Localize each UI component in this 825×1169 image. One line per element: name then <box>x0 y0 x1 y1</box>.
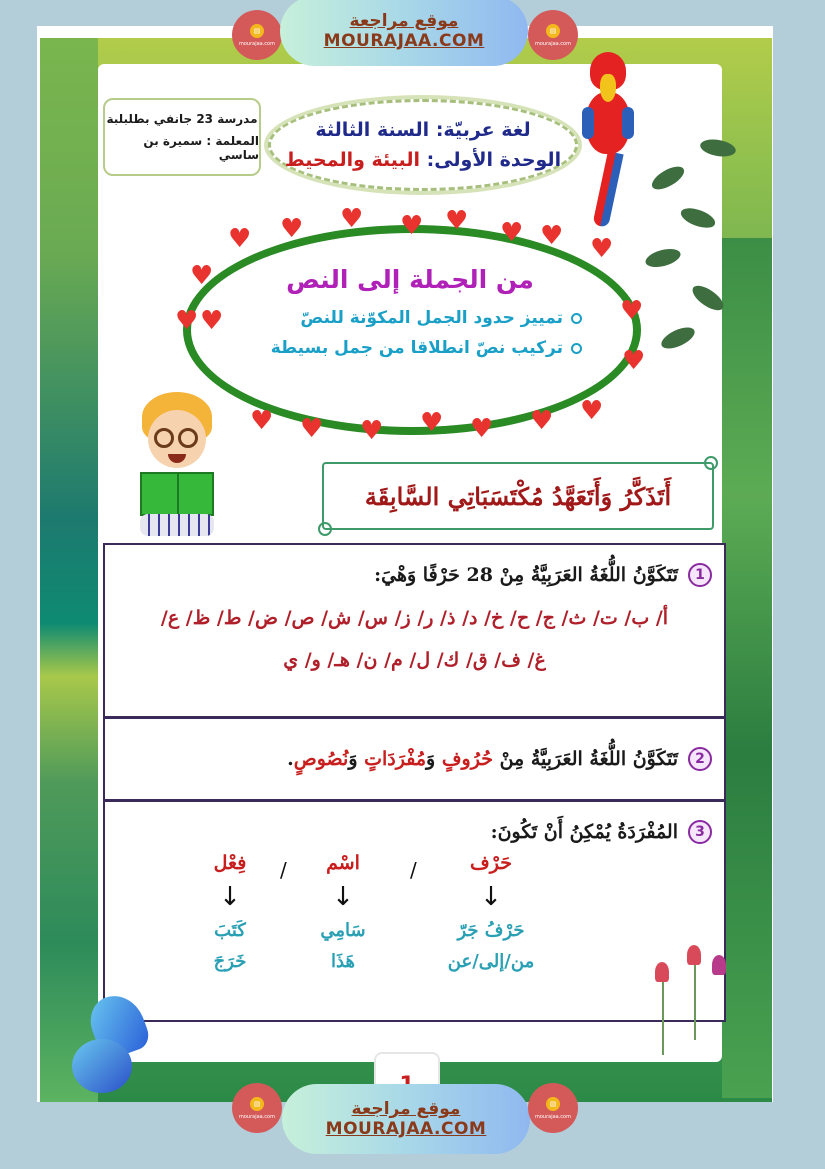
section-1-text: تَتَكَوَّنُ اللُّغَةُ العَرَبِيَّةُ مِنْ 28 حَرْفًا وَهْيَ: <box>374 564 678 586</box>
heart-icon: ♥ <box>580 396 604 426</box>
heart-icon: ♥ <box>590 234 614 264</box>
butterfly-icon <box>72 995 152 1095</box>
heart-icon: ♥ <box>445 206 469 236</box>
arrow-down-icon: ↓ <box>219 882 241 912</box>
watermark-link-top[interactable]: موقع مراجعة MOURAJAA.COM <box>280 0 528 66</box>
heart-icon: ♥ <box>340 204 364 234</box>
review-banner <box>322 462 714 530</box>
subject-line: لغة عربيّة: السنة الثالثة <box>315 119 531 141</box>
heart-icon: ♥ <box>530 406 554 436</box>
heart-icon: ♥ <box>200 306 224 336</box>
word-type-noun: اسْم ↓ سَامِي هَذَا <box>273 852 413 972</box>
heart-icon: ♥ <box>280 214 304 244</box>
section-2-text: تَتَكَوَّنُ اللُّغَةُ العَرَبِيَّةُ مِنْ حُرُوفٍ وَمُفْرَدَاتٍ وَنُصُوصٍ. <box>287 748 678 770</box>
separator: / <box>280 858 287 882</box>
unit-label: الوحدة الأولى: <box>426 149 562 171</box>
heart-icon: ♥ <box>500 218 524 248</box>
heart-icon: ♥ <box>360 416 384 446</box>
banner-text: أَتَذَكَّرُ وَأَتَعَهَّدُ مُكْتَسَبَاتِي السَّابِقَة <box>364 481 672 511</box>
section-3-text: المُفْرَدَةُ يُمْكِنُ أَنْ تَكُونَ: <box>490 821 678 843</box>
heart-icon: ♥ <box>250 406 274 436</box>
heart-icon: ♥ <box>400 211 424 241</box>
word-type-verb: فِعْل ↓ كَتَبَ خَرَجَ <box>160 852 300 972</box>
watermark-badge-right: ▤ mourajaa.com <box>528 10 578 60</box>
heart-icon: ♥ <box>540 221 564 251</box>
school-name: مدرسة 23 جانفي بطلبلبة <box>106 112 258 126</box>
number-badge: 1 <box>688 563 712 587</box>
word-types-grid <box>105 852 724 1022</box>
teacher-name: المعلمة : سميرة بن ساسي <box>143 134 259 162</box>
circle-bullet-icon <box>571 313 582 324</box>
heart-icon: ♥ <box>300 414 324 444</box>
book-logo-icon: ▤ <box>546 1097 560 1111</box>
school-info-box <box>103 98 261 176</box>
alphabet-row-2: غ/ ف/ ق/ ك/ ل/ م/ ن/ هـ/ و/ ي <box>283 649 546 671</box>
number-badge: 3 <box>688 820 712 844</box>
watermark-link-bottom[interactable]: موقع مراجعة MOURAJAA.COM <box>282 1084 530 1154</box>
flower-icon <box>712 955 726 975</box>
circle-bullet-icon <box>571 343 582 354</box>
heart-icon: ♥ <box>420 408 444 438</box>
separator: / <box>410 858 417 882</box>
heart-icon: ♥ <box>190 261 214 291</box>
book-logo-icon: ▤ <box>250 24 264 38</box>
arrow-down-icon: ↓ <box>332 882 354 912</box>
section-1 <box>103 543 726 718</box>
lesson-title: من الجملة إلى النص <box>286 265 534 294</box>
heart-icon: ♥ <box>620 296 644 326</box>
book-logo-icon: ▤ <box>546 24 560 38</box>
section-3 <box>103 800 726 1022</box>
heart-icon: ♥ <box>470 414 494 444</box>
number-badge: 2 <box>688 747 712 771</box>
boy-reading-icon <box>132 392 222 538</box>
alphabet-row-1: أ/ ب/ ت/ ث/ ج/ ح/ خ/ د/ ذ/ ر/ ز/ س/ ش/ ص/ ض/ ط/ ظ/ ع/ <box>160 607 669 629</box>
unit-line <box>285 149 561 171</box>
arrow-down-icon: ↓ <box>480 882 502 912</box>
word-type-letter: حَرْف ↓ حَرْفُ جَرّ من/إلى/عن <box>421 852 561 972</box>
heart-icon: ♥ <box>622 346 646 376</box>
heart-icon: ♥ <box>175 306 199 336</box>
objective-item: تركيب نصّ انطلاقا من جمل بسيطة <box>230 338 582 358</box>
flower-icon <box>655 962 669 982</box>
unit-name: البيئة والمحيط <box>284 149 420 171</box>
flower-icon <box>687 945 701 965</box>
watermark-badge-left: ▤ mourajaa.com <box>232 10 282 60</box>
parrot-icon <box>582 52 634 227</box>
title-oval <box>268 99 578 191</box>
watermark-badge-right: ▤ mourajaa.com <box>528 1083 578 1133</box>
heart-icon: ♥ <box>228 224 252 254</box>
left-foliage <box>40 38 98 1102</box>
watermark-badge-left: ▤ mourajaa.com <box>232 1083 282 1133</box>
book-logo-icon: ▤ <box>250 1097 264 1111</box>
right-foliage <box>722 238 772 1098</box>
section-2 <box>103 717 726 801</box>
objective-item: تمييز حدود الجمل المكوّنة للنصّ <box>230 308 582 328</box>
lesson-objectives <box>230 265 590 368</box>
